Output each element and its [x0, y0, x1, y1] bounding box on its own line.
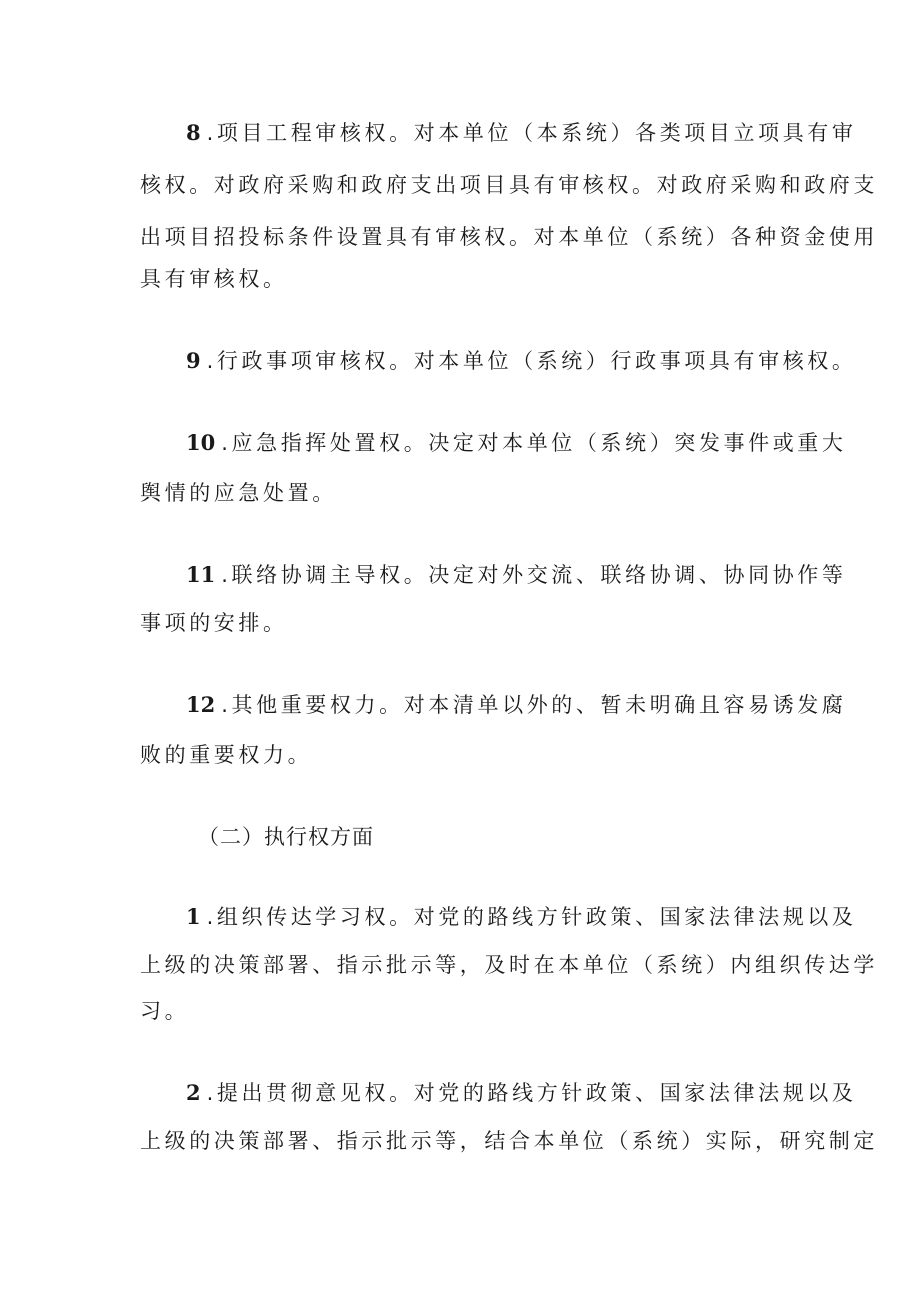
item2-1-line-2: 上级的决策部署、指示批示等，及时在本单位（系统）内组织传达学 [140, 953, 878, 977]
item-number: 11 [186, 562, 216, 587]
item-10-line-1: 10 .应急指挥处置权。决定对本单位（系统）突发事件或重大 [186, 430, 847, 455]
item-9-line-1: 9 .行政事项审核权。对本单位（系统）行政事项具有审核权。 [186, 348, 857, 373]
item-number: 10 [186, 430, 216, 455]
item-8-line-4: 具有审核权。 [140, 267, 288, 291]
item-number: 8 [186, 120, 201, 145]
item-11-line-1: 11 .联络协调主导权。决定对外交流、联络协调、协同协作等 [186, 562, 847, 587]
item2-1-line-3: 习。 [140, 999, 190, 1023]
item-12-line-2: 败的重要权力。 [140, 743, 313, 767]
item-8-line-3: 出项目招投标条件设置具有审核权。对本单位（系统）各种资金使用 [140, 225, 878, 249]
section-heading: （二）执行权方面 [198, 825, 374, 849]
item-number: 1 [186, 904, 201, 929]
item2-2-line-1: 2 .提出贯彻意见权。对党的路线方针政策、国家法律法规以及 [186, 1080, 857, 1105]
item-number: 2 [186, 1080, 201, 1105]
item2-2-line-2: 上级的决策部署、指示批示等，结合本单位（系统）实际，研究制定 [140, 1129, 878, 1153]
item-8-line-1: 8 .项目工程审核权。对本单位（本系统）各类项目立项具有审 [186, 120, 857, 145]
item-8-line-2: 核权。对政府采购和政府支出项目具有审核权。对政府采购和政府支 [140, 173, 878, 197]
item-12-line-1: 12 .其他重要权力。对本清单以外的、暂未明确且容易诱发腐 [186, 692, 847, 717]
item-10-line-2: 舆情的应急处置。 [140, 481, 337, 505]
item2-1-line-1: 1 .组织传达学习权。对党的路线方针政策、国家法律法规以及 [186, 904, 857, 929]
item-number: 12 [186, 692, 216, 717]
item-11-line-2: 事项的安排。 [140, 611, 288, 635]
item-number: 9 [186, 348, 201, 373]
